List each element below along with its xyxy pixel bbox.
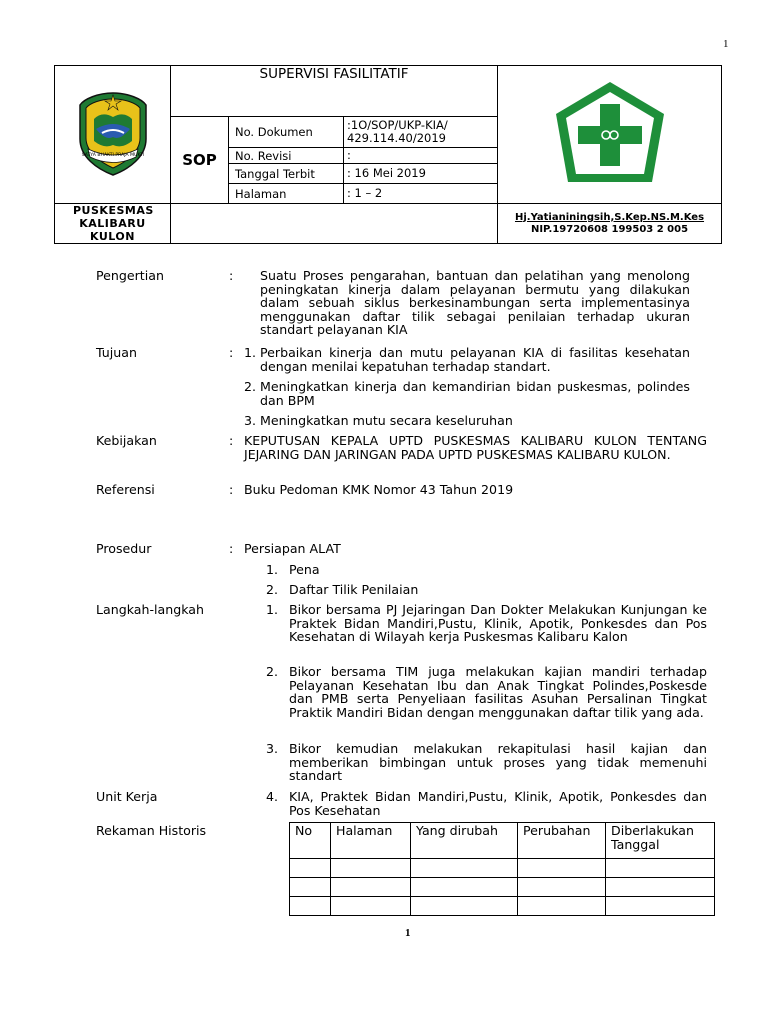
label-pengertian: Pengertian bbox=[96, 268, 164, 283]
right-logo-cell bbox=[498, 66, 722, 204]
document-title: SUPERVISI FASILITATIF bbox=[171, 66, 498, 117]
tujuan-item: Meningkatkan kinerja dan kemandirian bidan puskesmas, polindes dan BPM bbox=[260, 379, 690, 408]
signature-block bbox=[498, 204, 722, 244]
pengertian-text: Suatu Proses pengarahan, bantuan dan pelatihan yang menolong peningkatan kinerja dalam pelayanan bermutu yang dilakukan dalam sebuah siklus berkesinambungan serta implementasinya menggunakan daftar tilik sebagai penilaian terhadap ukuran standart pelayanan KIA bbox=[260, 268, 690, 338]
list-number: 4. bbox=[266, 789, 279, 804]
puskesmas-name: PUSKESMAS KALIBARU KULON bbox=[55, 204, 171, 244]
list-number: 1. bbox=[244, 345, 257, 360]
unit-kerja-text: KIA, Praktek Bidan Mandiri,Pustu, Klinik, Apotik, Ponkesdes dan Pos Kesehatan bbox=[289, 789, 707, 818]
field-label: No. Revisi bbox=[229, 148, 344, 164]
field-label: No. Dokumen bbox=[229, 117, 344, 148]
list-number: 3. bbox=[266, 741, 279, 756]
field-label: Tanggal Terbit bbox=[229, 164, 344, 184]
list-number: 2. bbox=[266, 664, 279, 679]
list-number: 1. bbox=[266, 562, 279, 577]
field-label: Halaman bbox=[229, 184, 344, 204]
list-number: 2. bbox=[244, 379, 257, 394]
signer-name: Hj.Yatianiningsih,S.Kep.NS.M.Kes bbox=[514, 211, 705, 223]
tujuan-item: Meningkatkan mutu secara keseluruhan bbox=[260, 413, 513, 428]
history-header-diberlakukan: Diberlakukan Tanggal bbox=[606, 823, 715, 859]
label-rekaman-historis: Rekaman Historis bbox=[96, 823, 207, 838]
colon: : bbox=[229, 268, 234, 283]
sop-label: SOP bbox=[171, 117, 229, 204]
kebijakan-text: KEPUTUSAN KEPALA UPTD PUSKESMAS KALIBARU KULON TENTANG JEJARING DAN JARINGAN PADA UPTD PUSKESMAS KALIBARU KULON. bbox=[244, 433, 707, 462]
table-row bbox=[290, 897, 715, 916]
label-kebijakan: Kebijakan bbox=[96, 433, 157, 448]
emblem-motto: SATYA BHAKTI PRAJA MUKTI bbox=[81, 152, 144, 158]
prosedur-item: Pena bbox=[289, 562, 320, 577]
tujuan-item: Perbaikan kinerja dan mutu pelayanan KIA di fasilitas kesehatan dengan menilai kepatuhan terhadap standart. bbox=[260, 345, 690, 374]
label-unit-kerja: Unit Kerja bbox=[96, 789, 158, 804]
field-value: : 1 – 2 bbox=[344, 184, 498, 204]
left-logo-cell bbox=[55, 66, 171, 204]
list-number: 3. bbox=[244, 413, 257, 428]
revision-history-table bbox=[289, 822, 715, 916]
list-number: 1. bbox=[266, 602, 279, 617]
field-value: :1O/SOP/UKP-KIA/ 429.114.40/2019 bbox=[344, 117, 498, 148]
label-referensi: Referensi bbox=[96, 482, 155, 497]
referensi-text: Buku Pedoman KMK Nomor 43 Tahun 2019 bbox=[244, 482, 514, 497]
sop-header-table bbox=[54, 65, 722, 244]
signer-nip: NIP.19720608 199503 2 005 bbox=[530, 223, 689, 235]
prosedur-text: Persiapan ALAT bbox=[244, 541, 341, 556]
field-value: : 16 Mei 2019 bbox=[344, 164, 498, 184]
langkah-item: Bikor bersama TIM juga melakukan kajian mandiri terhadap Pelayanan Kesehatan Ibu dan Anak Tingkat Polindes,Poskesde dan PMB serta Penyeliaan fasilitas Asuhan Persalinan Tingkat Praktik Mandiri Bidan dengan menggunakan daftar tilik yang ada. bbox=[289, 664, 707, 720]
page-number-bottom: 1 bbox=[405, 927, 411, 939]
prosedur-item: Daftar Tilik Penilaian bbox=[289, 582, 419, 597]
colon: : bbox=[229, 541, 234, 556]
table-row bbox=[290, 878, 715, 897]
history-header-halaman: Halaman bbox=[331, 823, 411, 859]
list-number: 2. bbox=[266, 582, 279, 597]
label-langkah: Langkah-langkah bbox=[96, 602, 204, 617]
colon: : bbox=[229, 482, 234, 497]
history-header-no: No bbox=[290, 823, 331, 859]
regency-emblem-icon bbox=[74, 89, 152, 177]
field-value: : bbox=[344, 148, 498, 164]
colon: : bbox=[229, 433, 234, 448]
langkah-item: Bikor kemudian melakukan rekapitulasi hasil kajian dan memberikan bimbingan untuk proses yang tidak memenuhi standart bbox=[289, 741, 707, 784]
colon: : bbox=[229, 345, 234, 360]
history-header-perubahan: Perubahan bbox=[518, 823, 606, 859]
table-row bbox=[290, 859, 715, 878]
health-cross-logo-icon bbox=[548, 78, 672, 188]
label-tujuan: Tujuan bbox=[96, 345, 137, 360]
page-number-top: 1 bbox=[723, 38, 729, 50]
blank-cell bbox=[171, 204, 498, 244]
langkah-item: Bikor bersama PJ Jejaringan Dan Dokter Melakukan Kunjungan ke Praktek Bidan Mandiri,Pustu, Klinik, Apotik, Ponkesdes dan Pos Kesehatan di Wilayah kerja Puskesmas Kalibaru Kalon bbox=[289, 602, 707, 645]
label-prosedur: Prosedur bbox=[96, 541, 152, 556]
history-header-yang-dirubah: Yang dirubah bbox=[411, 823, 518, 859]
